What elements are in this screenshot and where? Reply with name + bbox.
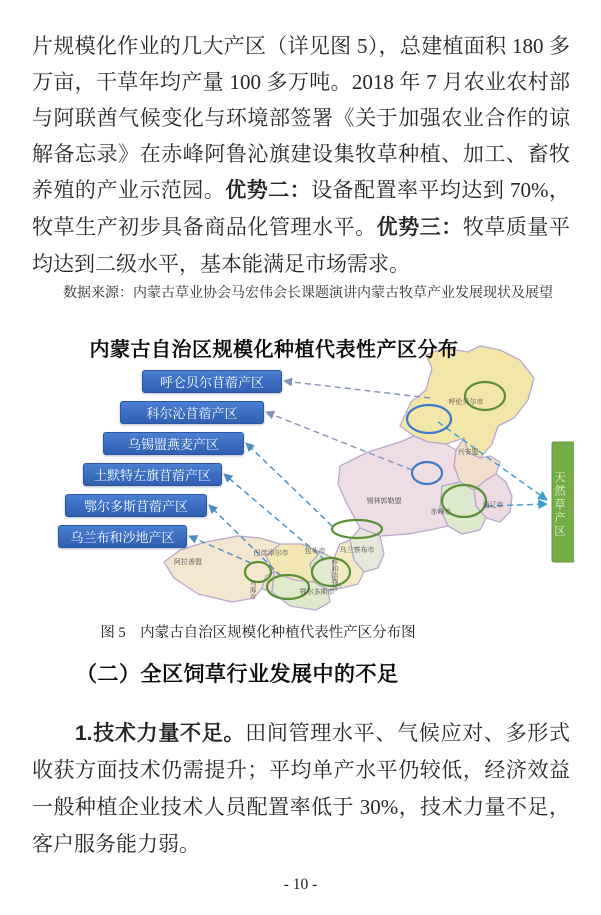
paragraph-advantages-text-3: 牧草质量平均达到二级水平，基本能满足市场需求。 (32, 215, 571, 276)
item-one-label: 1.技术力量不足。 (75, 722, 246, 745)
city-label-chifeng: 赤峰市 (430, 509, 452, 516)
arrow-to-hulunbeier-label (284, 381, 430, 398)
advantage-two-label: 优势二： (225, 179, 312, 202)
page-number: - 10 - (283, 876, 318, 893)
paragraph-advantages-text-2: 设备配置率平均达到 70%，牧草生产初步具备商品化管理水平。 (32, 178, 570, 239)
label-tumotezuoqi-alfalfa: 土默特左旗苜蓿产区 (83, 463, 222, 486)
label-wulanbuhe-sandland: 乌兰布和沙地产区 (58, 525, 187, 548)
city-label-alashan: 阿拉善盟 (174, 559, 202, 566)
banner-label: 天然草产区 (553, 471, 565, 539)
city-label-huhehaote: 呼和浩特市 (330, 559, 338, 592)
paragraph-advantages (32, 28, 570, 282)
arrow-to-keerqin-label (266, 412, 412, 470)
paragraph-advantages-text-1: 片规模化作业的几大产区（详见图 5），总建植面积 180 多万亩，干草年均产量 100 多万吨。2018 年 7 月农业农村部与阿联酋气候变化与环境部签署《关于加强农业合作的谅解备忘录》在赤峰阿鲁沁旗建设集牧草种植、加工、畜牧养殖的产业示范园。 (32, 34, 570, 202)
city-label-tongliao: 通辽市 (482, 502, 504, 509)
arrow-to-wuximeng-label (246, 443, 332, 526)
city-label-xilinguole: 锡林郭勒盟 (366, 498, 402, 505)
figure-map-container (28, 330, 574, 618)
city-label-eerduosi: 鄂尔多斯市 (299, 589, 335, 596)
natural-grass-banner (552, 442, 574, 562)
city-label-baotou: 包头市 (304, 548, 326, 555)
section-heading: （二）全区饲草行业发展中的不足 (76, 663, 399, 686)
item-one-text: 田间管理水平、气候应对、多形式收获方面技术仍需提升；平均单产水平仍较低，经济效益一般种植企业技术人员配置率低于 30%，技术力量不足，客户服务能力弱。 (32, 721, 571, 856)
data-source-note: 数据来源：内蒙古草业协会马宏伟会长课题演讲内蒙古牧草产业发展现状及展望 (63, 286, 553, 301)
label-keerqin-alfalfa: 科尔沁苜蓿产区 (120, 401, 264, 424)
city-label-bayannaoer: 巴彦淖尔市 (253, 550, 289, 557)
label-wuximeng-oat: 乌锡盟燕麦产区 (103, 432, 244, 455)
label-hulunbeier-alfalfa: 呼仑贝尔苜蓿产区 (142, 370, 282, 393)
city-label-wulanchabu: 乌兰察布市 (339, 547, 375, 554)
city-label-wuhai: 乌海市 (248, 580, 256, 600)
advantage-three-label: 优势三： (376, 216, 463, 239)
city-label-xingan: 兴安盟 (457, 449, 479, 456)
figure-title: 内蒙古自治区规模化种植代表性产区分布 (89, 339, 459, 361)
figure-caption: 图 5 内蒙古自治区规模化种植代表性产区分布图 (100, 625, 416, 641)
paragraph-shortcomings (32, 715, 570, 863)
label-eerduosi-alfalfa: 鄂尔多斯苜蓿产区 (65, 494, 207, 517)
city-label-hulunbeier: 呼伦贝尔市 (448, 399, 484, 406)
